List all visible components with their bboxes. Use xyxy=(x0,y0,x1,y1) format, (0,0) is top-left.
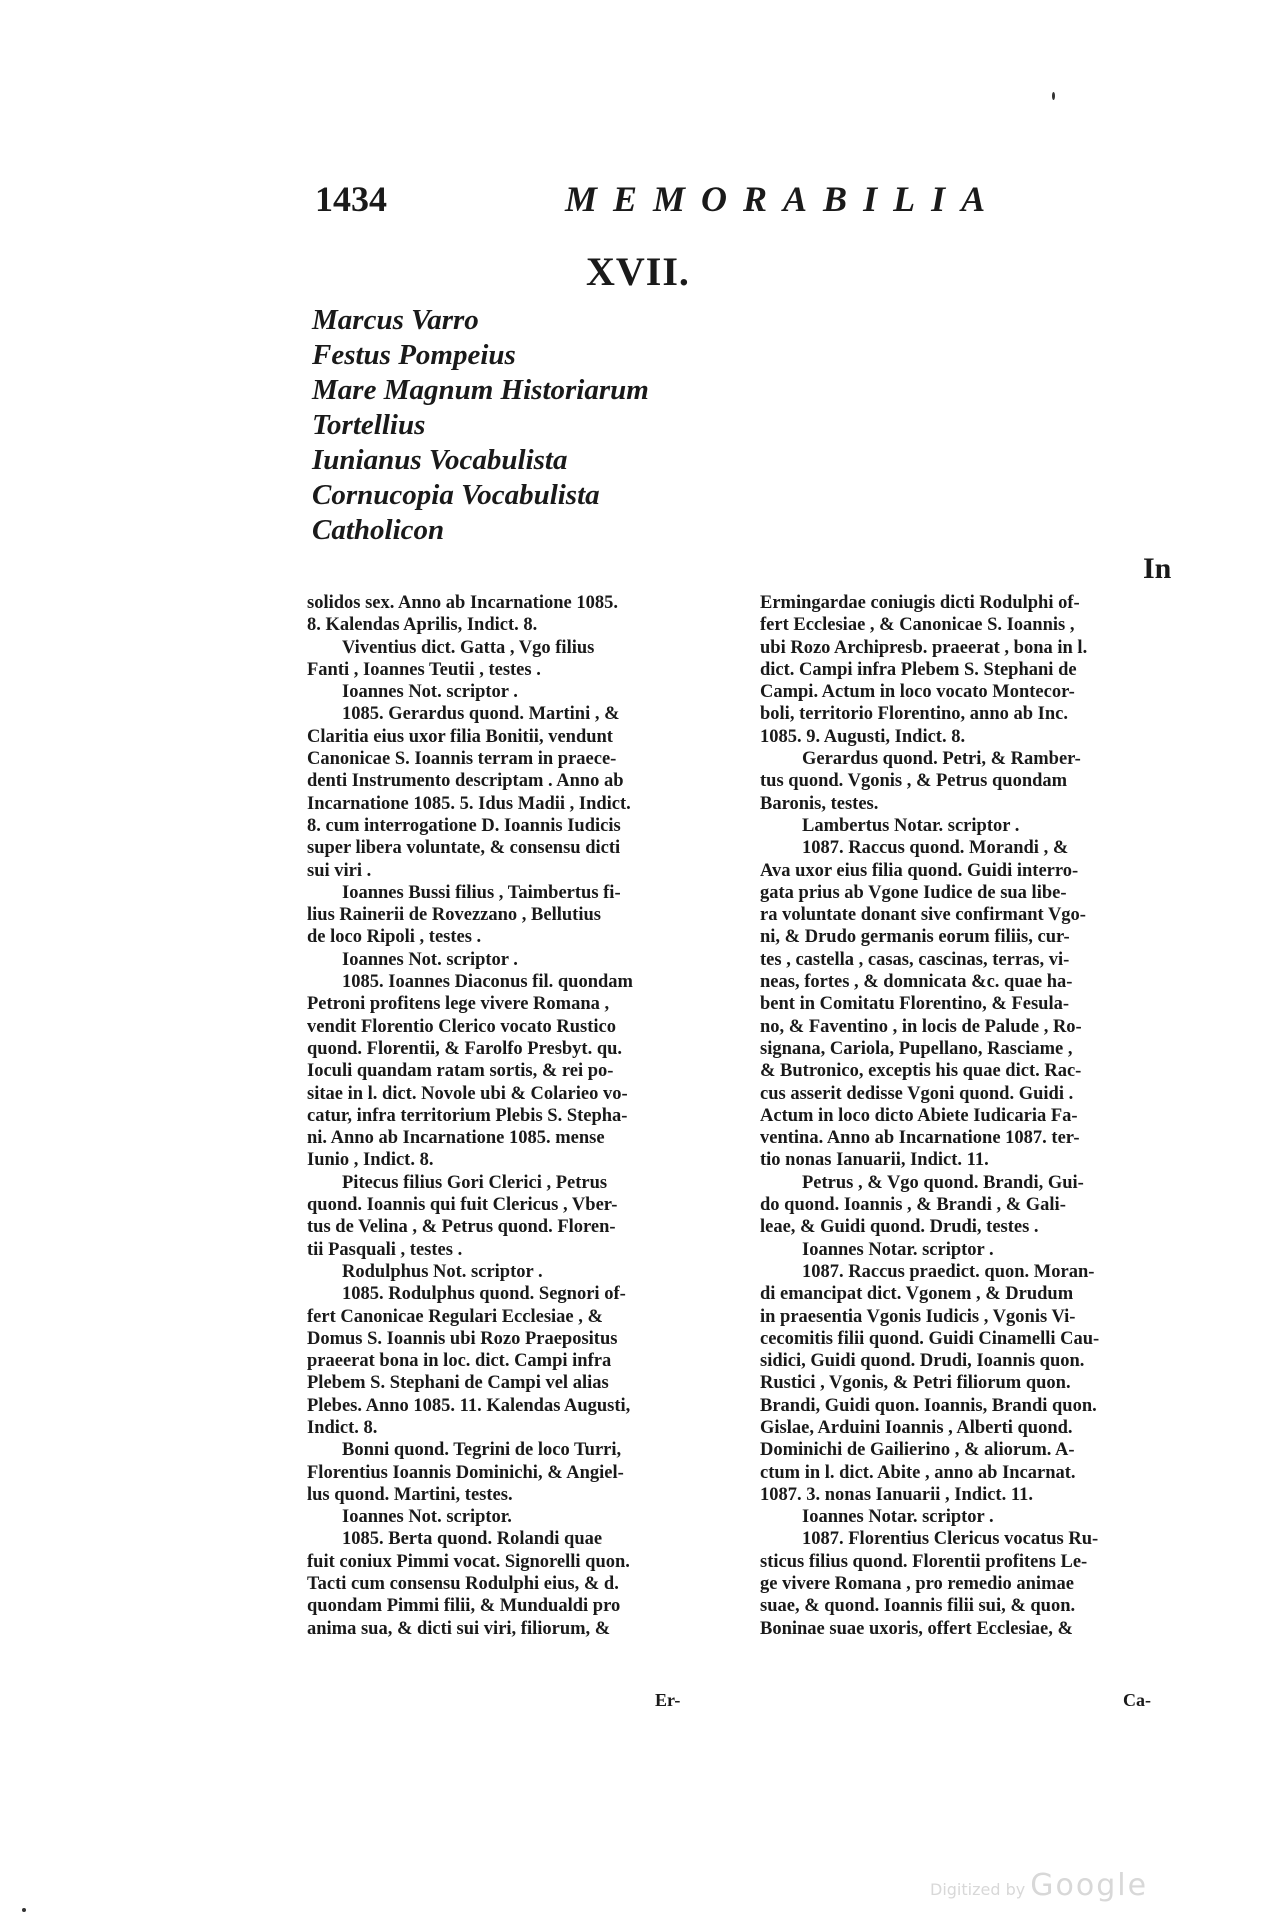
text-line: Baronis, testes. xyxy=(760,793,879,814)
text-line: 1087. Raccus praedict. quon. Moran- xyxy=(802,1261,1095,1282)
text-line: Claritia eius uxor filia Bonitii, vendunt xyxy=(307,726,613,747)
text-line: Lambertus Notar. scriptor . xyxy=(802,815,1020,836)
text-line: lus quond. Martini, testes. xyxy=(307,1484,513,1505)
text-line: Gerardus quond. Petri, & Ramber- xyxy=(802,749,1081,770)
text-line: 1085. Berta quond. Rolandi quae xyxy=(342,1529,603,1550)
text-line: 1085. Rodulphus quond. Segnori of- xyxy=(342,1284,626,1305)
text-line: quond. Florentii, & Farolfo Presbyt. qu. xyxy=(307,1038,623,1059)
text-line: Petrus , & Vgo quond. Brandi, Gui- xyxy=(802,1172,1084,1193)
text-line: Rodulphus Not. scriptor . xyxy=(342,1261,543,1282)
text-line: sui viri . xyxy=(307,860,372,881)
text-line: dict. Campi infra Plebem S. Stephani de xyxy=(760,659,1077,680)
text-line: cecomitis filii quond. Guidi Cinamelli Cau- xyxy=(760,1328,1100,1349)
watermark-prefix: Digitized by xyxy=(930,1880,1026,1899)
source-item: Cornucopia Vocabulista xyxy=(312,479,600,511)
text-line: tio nonas Ianuarii, Indict. 11. xyxy=(760,1150,989,1171)
text-line: Ioannes Bussi filius , Taimbertus fi- xyxy=(342,882,621,903)
text-line: 1087. Florentius Clericus vocatus Ru- xyxy=(802,1529,1099,1550)
right-text-column xyxy=(760,592,1188,1640)
text-line: denti Instrumento descriptam . Anno ab xyxy=(307,771,624,792)
text-line: tes , castella , casas, cascinas, terras, vi- xyxy=(760,949,1070,970)
source-item: Catholicon xyxy=(312,514,445,546)
text-line: ge vivere Romana , pro remedio animae xyxy=(760,1574,1074,1595)
text-line: fert Canonicae Regulari Ecclesiae , & xyxy=(307,1306,603,1327)
text-line: & Butronico, exceptis his quae dict. Rac- xyxy=(760,1061,1082,1082)
text-line: Ermingardae coniugis dicti Rodulphi of- xyxy=(760,593,1080,613)
text-line: Viventius dict. Gatta , Vgo filius xyxy=(342,637,595,658)
catchword-left: Er- xyxy=(655,1690,681,1710)
text-line: vendit Florentio Clerico vocato Rustico xyxy=(307,1016,616,1037)
source-item: Mare Magnum Historiarum xyxy=(312,374,649,406)
text-line: anima sua, & dicti sui viri, filiorum, & xyxy=(307,1618,611,1639)
text-line: Gislae, Arduini Ioannis , Alberti quond. xyxy=(760,1417,1073,1438)
text-line: 1087. Raccus quond. Morandi , & xyxy=(802,838,1069,859)
text-line: ni, & Drudo germanis eorum filiis, cur- xyxy=(760,927,1070,948)
text-line: Tacti cum consensu Rodulphi eius, & d. xyxy=(307,1574,619,1595)
text-line: Brandi, Guidi quon. Ioannis, Brandi quon. xyxy=(760,1395,1097,1416)
text-line: Plebem S. Stephani de Campi vel alias xyxy=(307,1373,609,1394)
page-number: 1434 xyxy=(315,179,387,219)
text-line: gata prius ab Vgone Iudice de sua libe- xyxy=(760,882,1067,903)
text-line: Boninae suae uxoris, offert Ecclesiae, & xyxy=(760,1618,1073,1639)
text-line: cus asserit dedisse Vgoni quond. Guidi . xyxy=(760,1083,1074,1104)
watermark-brand: Google xyxy=(1030,1868,1149,1903)
left-text-column xyxy=(307,592,737,1640)
text-line: Ava uxor eius filia quond. Guidi interro- xyxy=(760,860,1079,881)
text-line: Ioannes Notar. scriptor . xyxy=(802,1507,994,1528)
digitization-watermark xyxy=(930,1868,1148,1903)
text-line: leae, & Guidi quond. Drudi, testes . xyxy=(760,1217,1039,1238)
text-line: Ioculi quandam ratam sortis, & rei po- xyxy=(307,1061,614,1082)
text-line: Indict. 8. xyxy=(307,1417,378,1438)
text-line: 8. cum interrogatione D. Ioannis Iudicis xyxy=(307,815,621,836)
ink-speck xyxy=(1052,92,1055,100)
source-item: Marcus Varro xyxy=(312,304,479,336)
text-line: 1085. 9. Augusti, Indict. 8. xyxy=(760,726,966,747)
text-line: super libera voluntate, & consensu dicti xyxy=(307,838,621,859)
running-title: MEMORABILIA xyxy=(565,179,1002,219)
text-line: solidos sex. Anno ab Incarnatione 1085. xyxy=(307,593,618,613)
text-line: Ioannes Not. scriptor. xyxy=(342,1507,512,1528)
text-line: boli, territorio Florentino, anno ab Inc. xyxy=(760,704,1068,725)
text-line: quond. Ioannis qui fuit Clericus , Vber- xyxy=(307,1195,618,1216)
catchword-right: Ca- xyxy=(1123,1690,1151,1710)
text-line: Florentius Ioannis Dominichi, & Angiel- xyxy=(307,1462,624,1483)
text-line: 8. Kalendas Aprilis, Indict. 8. xyxy=(307,615,538,636)
text-line: bent in Comitatu Florentino, & Fesula- xyxy=(760,994,1070,1015)
text-line: Plebes. Anno 1085. 11. Kalendas Augusti, xyxy=(307,1395,631,1416)
section-number: XVII. xyxy=(586,249,690,294)
text-line: Bonni quond. Tegrini de loco Turri, xyxy=(342,1440,622,1461)
text-line: fert Ecclesiae , & Canonicae S. Ioannis , xyxy=(760,615,1075,636)
text-line: praeerat bona in loc. dict. Campi infra xyxy=(307,1351,612,1372)
text-line: in praesentia Vgonis Iudicis , Vgonis Vi- xyxy=(760,1306,1076,1327)
text-line: ctum in l. dict. Abite , anno ab Incarnat. xyxy=(760,1462,1076,1483)
text-line: Canonicae S. Ioannis terram in praece- xyxy=(307,749,617,770)
text-line: no, & Faventino , in locis de Palude , Ro- xyxy=(760,1016,1082,1037)
text-line: sticus filius quond. Florentii profitens Le- xyxy=(760,1551,1088,1572)
text-line: Ioannes Not. scriptor . xyxy=(342,949,518,970)
ink-speck xyxy=(22,1908,26,1912)
text-line: do quond. Ioannis , & Brandi , & Gali- xyxy=(760,1195,1066,1216)
text-line: ni. Anno ab Incarnatione 1085. mense xyxy=(307,1128,605,1149)
source-list xyxy=(312,303,649,548)
text-line: Domus S. Ioannis ubi Rozo Praepositus xyxy=(307,1328,618,1349)
text-line: Actum in loco dicto Abiete Iudicaria Fa- xyxy=(760,1105,1078,1126)
text-line: Ioannes Not. scriptor . xyxy=(342,682,518,703)
text-line: tus quond. Vgonis , & Petrus quondam xyxy=(760,771,1068,792)
text-line: Petroni profitens lege vivere Romana , xyxy=(307,994,610,1015)
text-line: Incarnatione 1085. 5. Idus Madii , Indict. xyxy=(307,793,631,814)
text-line: ubi Rozo Archipresb. praeerat , bona in l. xyxy=(760,637,1088,658)
text-line: Pitecus filius Gori Clerici , Petrus xyxy=(342,1172,608,1193)
text-line: ra voluntate donant sive confirmant Vgo- xyxy=(760,905,1086,926)
running-head xyxy=(315,178,1002,228)
source-item: Tortellius xyxy=(312,409,426,441)
text-line: quondam Pimmi filii, & Mundualdi pro xyxy=(307,1596,621,1617)
text-line: sitae in l. dict. Novole ubi & Colarieo vo- xyxy=(307,1083,628,1104)
text-line: Iunio , Indict. 8. xyxy=(307,1150,434,1171)
text-line: de loco Ripoli , testes . xyxy=(307,927,482,948)
text-line: signana, Cariola, Pupellano, Rasciame , xyxy=(760,1038,1073,1059)
text-line: tii Pasquali , testes . xyxy=(307,1239,463,1260)
text-line: di emancipat dict. Vgonem , & Drudum xyxy=(760,1284,1074,1305)
text-line: 1087. 3. nonas Ianuarii , Indict. 11. xyxy=(760,1484,1033,1505)
text-line: neas, fortes , & domnicata &c. quae ha- xyxy=(760,972,1073,993)
catchword-in: In xyxy=(1143,552,1172,585)
text-line: sidici, Guidi quond. Drudi, Ioannis quon. xyxy=(760,1351,1085,1372)
text-line: tus de Velina , & Petrus quond. Floren- xyxy=(307,1217,616,1238)
text-line: 1085. Ioannes Diaconus fil. quondam xyxy=(342,972,633,993)
source-item: Festus Pompeius xyxy=(312,339,516,371)
text-line: Fanti , Ioannes Teutii , testes . xyxy=(307,659,541,680)
text-line: Ioannes Notar. scriptor . xyxy=(802,1239,994,1260)
text-line: suae, & quond. Ioannis filii sui, & quon. xyxy=(760,1596,1076,1617)
text-line: 1085. Gerardus quond. Martini , & xyxy=(342,704,620,725)
text-line: ventina. Anno ab Incarnatione 1087. ter- xyxy=(760,1128,1080,1149)
source-item: Iunianus Vocabulista xyxy=(312,444,568,476)
text-line: Rustici , Vgonis, & Petri filiorum quon. xyxy=(760,1373,1071,1394)
text-line: Dominichi de Gailierino , & aliorum. A- xyxy=(760,1440,1075,1461)
text-line: catur, infra territorium Plebis S. Stepha- xyxy=(307,1105,628,1126)
text-line: lius Rainerii de Rovezzano , Bellutius xyxy=(307,905,601,926)
text-line: Campi. Actum in loco vocato Montecor- xyxy=(760,682,1075,703)
text-line: fuit coniux Pimmi vocat. Signorelli quon. xyxy=(307,1551,630,1572)
